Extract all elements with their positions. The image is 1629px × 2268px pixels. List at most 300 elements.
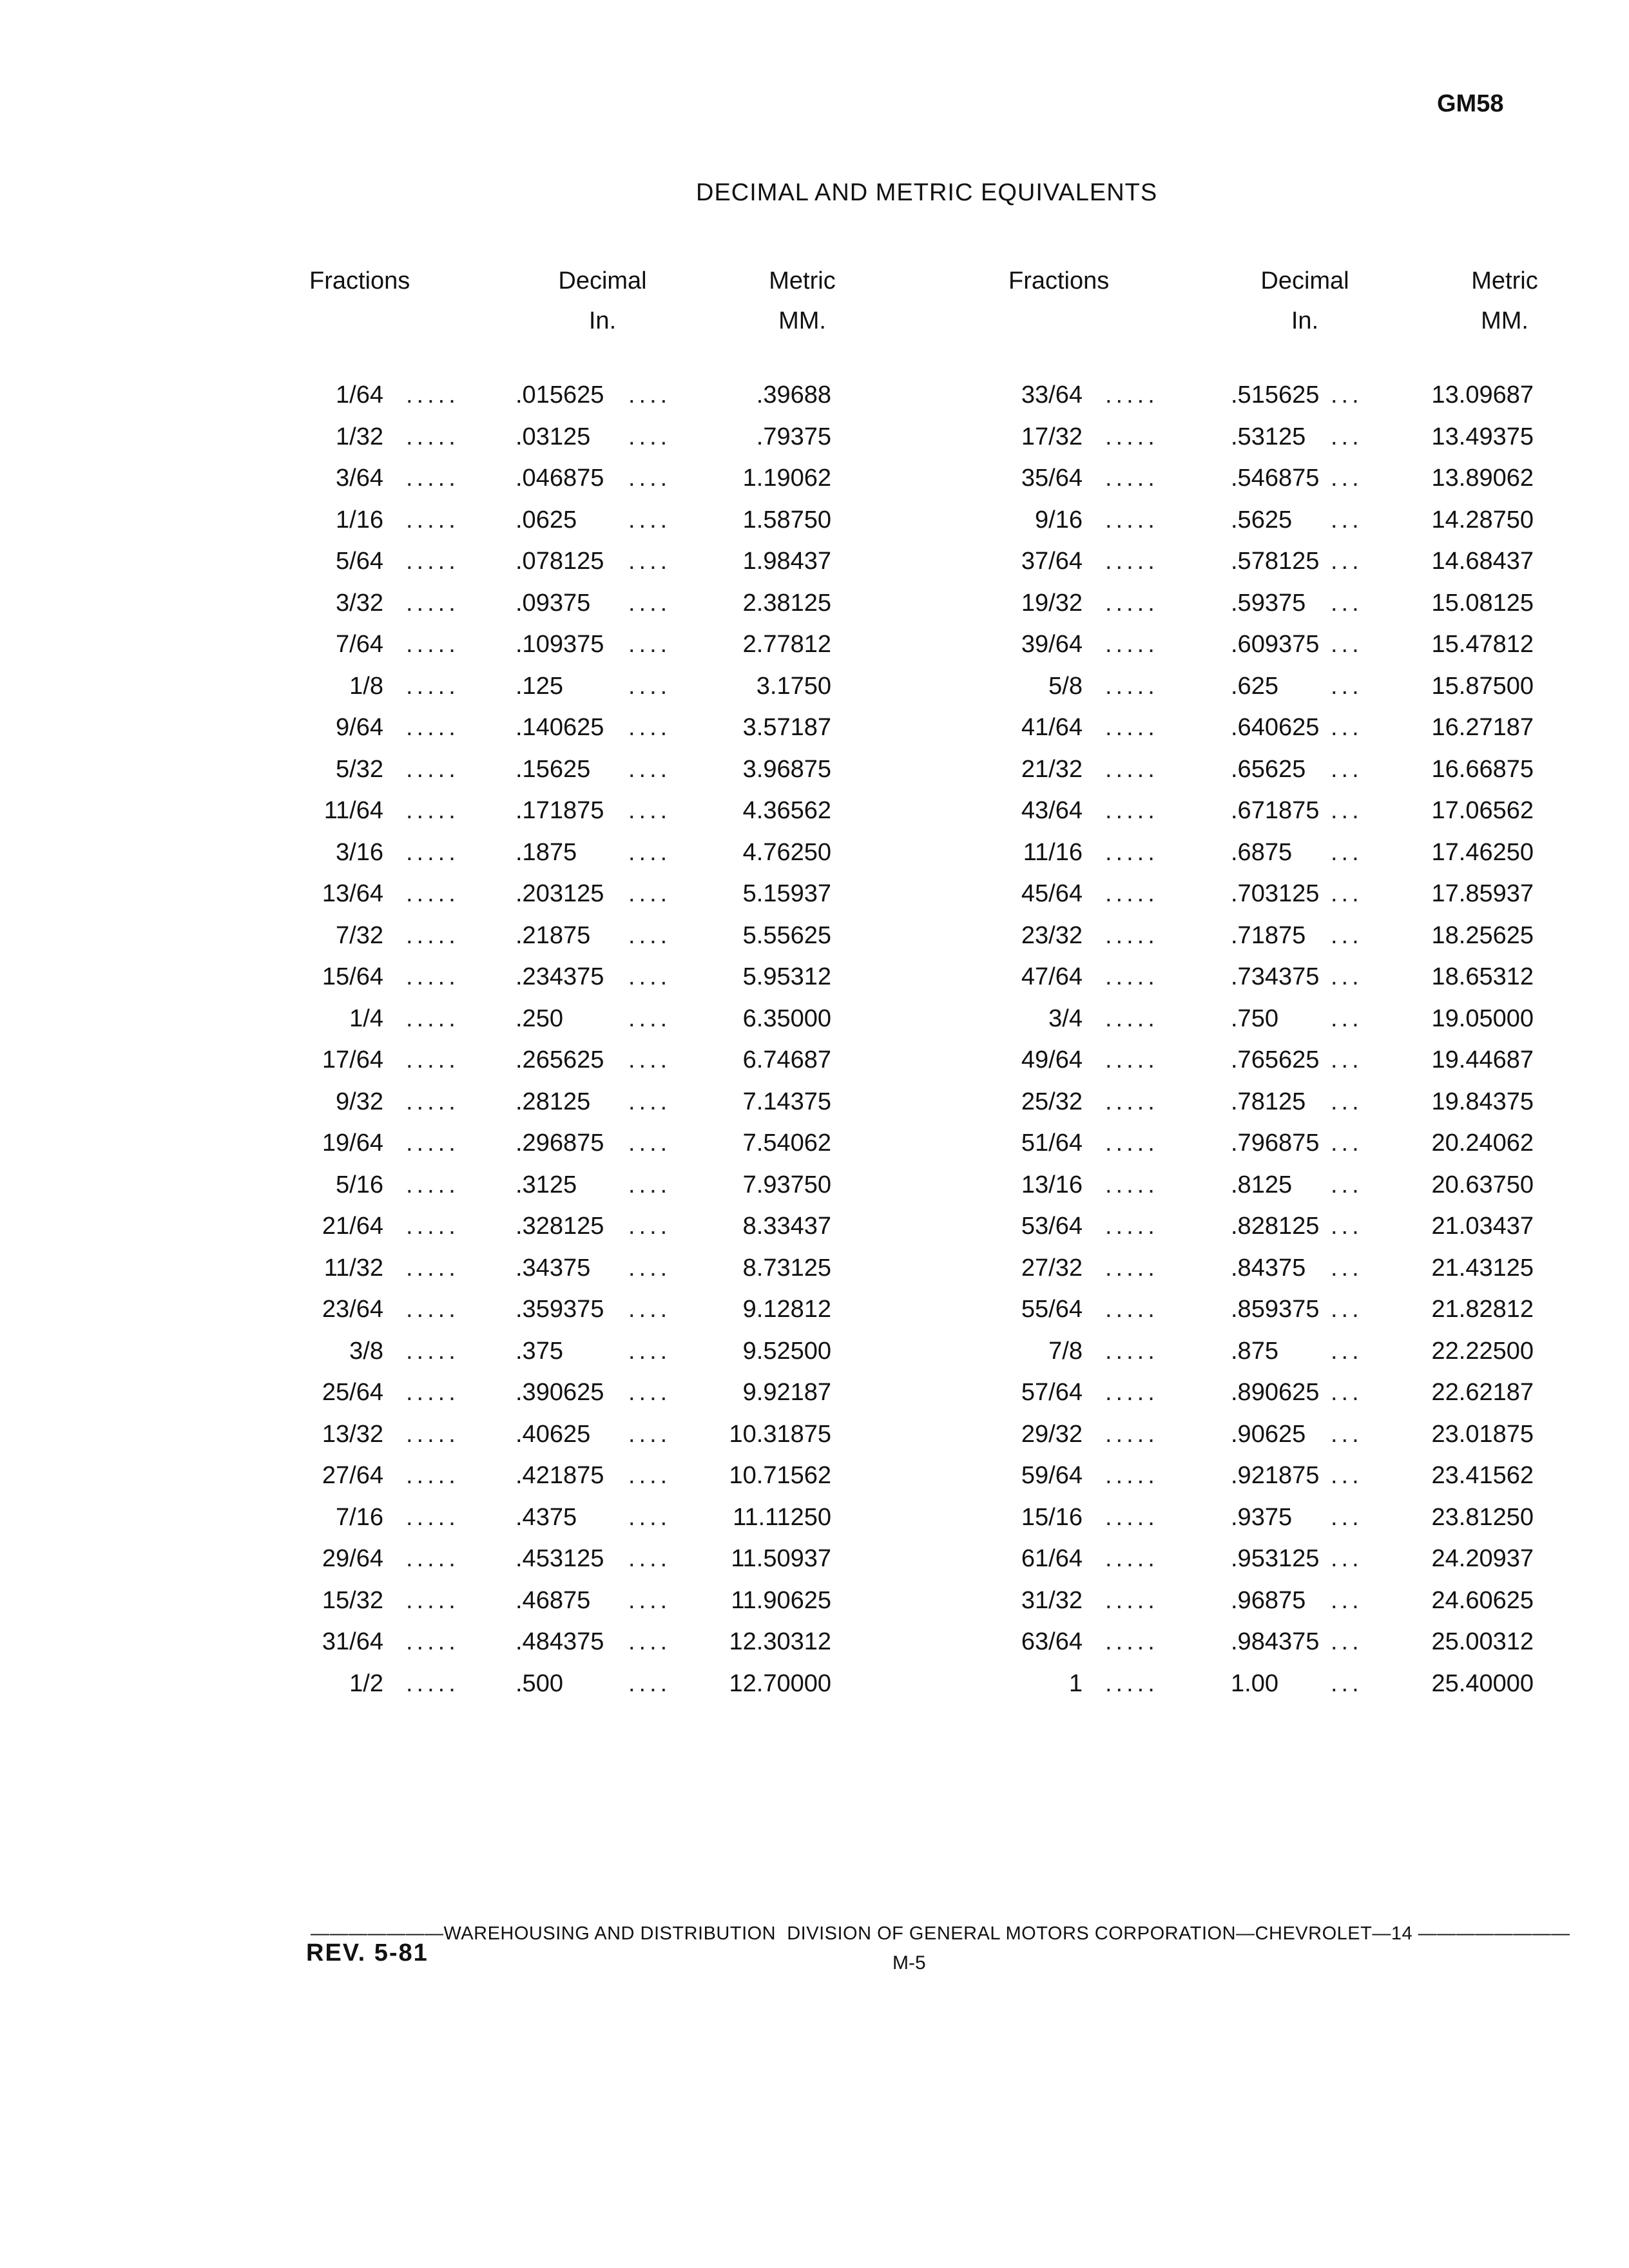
fraction-cell: 15/16 [1021,1503,1083,1531]
leader-dots: ..... [1105,755,1159,783]
fraction-cell: 13/32 [322,1420,383,1448]
decimal-cell: .203125 [516,880,604,907]
leader-dots: ... [1331,1462,1363,1489]
fraction-cell: 55/64 [1021,1296,1083,1323]
leader-dots: .... [628,1004,671,1032]
leader-dots: ..... [1105,1669,1159,1697]
decimal-cell: .828125 [1231,1213,1320,1240]
leader-dots: ..... [406,1171,459,1198]
table-row [0,590,1629,631]
decimal-cell: .1875 [516,838,577,866]
leader-dots: ... [1331,838,1363,866]
leader-dots: ... [1331,589,1363,617]
decimal-cell: .890625 [1231,1379,1320,1406]
table-row [0,465,1629,506]
metric-cell: .79375 [756,423,831,450]
decimal-cell: .671875 [1231,797,1320,824]
leader-dots: .... [628,1337,671,1365]
leader-dots: ..... [1105,1046,1159,1073]
decimal-cell: .65625 [1231,755,1306,783]
decimal-cell: .8125 [1231,1171,1293,1198]
metric-cell: 5.55625 [742,921,831,949]
leader-dots: ..... [406,1379,459,1406]
table-row [0,714,1629,756]
fraction-cell: 13/64 [322,880,383,907]
leader-dots: ..... [406,1628,459,1655]
metric-cell: 9.12812 [742,1296,831,1323]
decimal-cell: .34375 [516,1254,591,1282]
fraction-cell: 57/64 [1021,1379,1083,1406]
metric-cell: 13.89062 [1431,465,1534,492]
table-row [0,548,1629,590]
fraction-cell: 9/32 [336,1088,383,1115]
decimal-cell: 1.00 [1231,1669,1278,1697]
fraction-cell: 5/8 [1048,672,1083,700]
leader-dots: ..... [1105,548,1159,575]
decimal-cell: .9375 [1231,1503,1293,1531]
fraction-cell: 1 [1068,1669,1083,1697]
leader-dots: ..... [406,1586,459,1614]
decimal-cell: .0625 [516,506,577,533]
metric-cell: 3.57187 [742,714,831,741]
leader-dots: ... [1331,1213,1363,1240]
fraction-cell: 21/64 [322,1213,383,1240]
decimal-cell: .6875 [1231,838,1293,866]
leader-dots: ... [1331,548,1363,575]
decimal-cell: .453125 [516,1545,604,1572]
leader-dots: ..... [406,381,459,408]
leader-dots: ..... [406,1213,459,1240]
leader-dots: ..... [406,506,459,533]
metric-cell: 2.77812 [742,631,831,658]
leader-dots: .... [628,963,671,990]
metric-cell: 19.05000 [1431,1004,1534,1032]
leader-dots: ..... [1105,1337,1159,1365]
revision-label: REV. 5-81 [306,1939,429,1966]
fraction-cell: 29/64 [322,1545,383,1572]
fraction-cell: 7/16 [336,1503,383,1531]
fraction-cell: 33/64 [1021,381,1083,408]
decimal-cell: .640625 [1231,714,1320,741]
leader-dots: ..... [1105,880,1159,907]
metric-unit-label: MM. [778,307,826,334]
decimal-cell: .703125 [1231,880,1320,907]
metric-cell: 14.68437 [1431,548,1534,575]
metric-cell: 12.70000 [729,1669,831,1697]
fraction-cell: 45/64 [1021,880,1083,907]
metric-cell: 22.22500 [1431,1337,1534,1365]
table-row [0,1005,1629,1047]
leader-dots: ... [1331,1337,1363,1365]
leader-dots: ... [1331,1420,1363,1448]
leader-dots: ..... [406,1503,459,1531]
leader-dots: ... [1331,1379,1363,1406]
decimal-cell: .3125 [516,1171,577,1198]
leader-dots: .... [628,1129,671,1157]
fraction-cell: 21/32 [1021,755,1083,783]
leader-dots: .... [628,1046,671,1073]
metric-cell: 22.62187 [1431,1379,1534,1406]
leader-dots: ..... [1105,1213,1159,1240]
metric-cell: 6.74687 [742,1046,831,1073]
leader-dots: ..... [406,672,459,700]
table-row [0,631,1629,673]
leader-dots: ..... [1105,1545,1159,1572]
fraction-cell: 1/8 [349,672,383,700]
fraction-cell: 3/4 [1048,1004,1083,1032]
metric-cell: 17.46250 [1431,838,1534,866]
leader-dots: .... [628,1420,671,1448]
leader-dots: .... [628,880,671,907]
fraction-cell: 59/64 [1021,1462,1083,1489]
metric-cell: 4.36562 [742,797,831,824]
fractions-header-label: Fractions [1008,267,1110,294]
leader-dots: ... [1331,381,1363,408]
leader-dots: ..... [1105,1628,1159,1655]
leader-dots: ..... [406,1420,459,1448]
metric-cell: 16.27187 [1431,714,1534,741]
leader-dots: ..... [406,1337,459,1365]
leader-dots: ... [1331,714,1363,741]
metric-cell: 20.24062 [1431,1129,1534,1157]
fraction-cell: 17/64 [322,1046,383,1073]
fraction-cell: 47/64 [1021,963,1083,990]
fraction-cell: 41/64 [1021,714,1083,741]
table-row [0,1504,1629,1546]
decimal-cell: .796875 [1231,1129,1320,1157]
metric-cell: 25.40000 [1431,1669,1534,1697]
decimal-cell: .875 [1231,1337,1278,1365]
table-row [0,1462,1629,1504]
leader-dots: ..... [1105,838,1159,866]
metric-cell: 1.19062 [742,465,831,492]
fraction-cell: 1/2 [349,1669,383,1697]
leader-dots: ..... [406,1088,459,1115]
metric-cell: 13.09687 [1431,381,1534,408]
metric-cell: 21.43125 [1431,1254,1534,1282]
table-row [0,1421,1629,1463]
decimal-cell: .109375 [516,631,604,658]
leader-dots: ..... [406,1046,459,1073]
leader-dots: .... [628,838,671,866]
fraction-cell: 25/64 [322,1379,383,1406]
leader-dots: ..... [406,1004,459,1032]
right-fractions-header [1008,261,1150,301]
leader-dots: ... [1331,423,1363,450]
leader-dots: .... [628,1171,671,1198]
table-row [0,1587,1629,1629]
decimal-cell: .421875 [516,1462,604,1489]
metric-cell: 7.54062 [742,1129,831,1157]
leader-dots: ... [1331,1628,1363,1655]
leader-dots: ... [1331,963,1363,990]
leader-dots: ... [1331,1171,1363,1198]
fraction-cell: 11/32 [323,1254,383,1282]
fraction-cell: 35/64 [1021,465,1083,492]
fraction-cell: 9/64 [336,714,383,741]
decimal-cell: .765625 [1231,1046,1320,1073]
leader-dots: ..... [406,1669,459,1697]
leader-dots: ..... [406,880,459,907]
decimal-unit-label: In. [588,307,617,334]
table-row [0,1254,1629,1296]
fraction-cell: 7/8 [1048,1337,1083,1365]
leader-dots: ..... [406,1296,459,1323]
decimal-cell: .734375 [1231,963,1320,990]
leader-dots: ... [1331,465,1363,492]
leader-dots: ..... [406,963,459,990]
metric-cell: 3.1750 [756,672,831,700]
leader-dots: ... [1331,506,1363,533]
leader-dots: .... [628,548,671,575]
leader-dots: ..... [1105,506,1159,533]
fraction-cell: 13/16 [1021,1171,1083,1198]
leader-dots: ..... [406,631,459,658]
decimal-header-label: Decimal [558,267,647,294]
leader-dots: ..... [1105,381,1159,408]
leader-dots: .... [628,506,671,533]
leader-dots: ..... [1105,1254,1159,1282]
leader-dots: .... [628,1503,671,1531]
decimal-cell: .921875 [1231,1462,1320,1489]
metric-cell: 13.49375 [1431,423,1534,450]
metric-cell: 24.60625 [1431,1586,1534,1614]
table-row [0,1670,1629,1712]
fraction-cell: 3/16 [336,838,383,866]
metric-cell: 19.84375 [1431,1088,1534,1115]
leader-dots: ..... [406,838,459,866]
decimal-cell: .4375 [516,1503,577,1531]
decimal-cell: .09375 [516,589,591,617]
leader-dots: ..... [1105,1586,1159,1614]
leader-dots: ... [1331,1254,1363,1282]
leader-dots: ..... [406,423,459,450]
fraction-cell: 7/32 [336,921,383,949]
leader-dots: ... [1331,921,1363,949]
leader-dots: ..... [1105,797,1159,824]
leader-dots: .... [628,1669,671,1697]
decimal-cell: .40625 [516,1420,591,1448]
table-row [0,1129,1629,1171]
leader-dots: .... [628,1628,671,1655]
leader-dots: ..... [406,1129,459,1157]
fraction-cell: 29/32 [1021,1420,1083,1448]
metric-cell: 11.50937 [731,1545,831,1572]
right-decimal-header [1244,261,1366,341]
decimal-cell: .859375 [1231,1296,1320,1323]
table-row [0,1296,1629,1338]
decimal-cell: .046875 [516,465,604,492]
leader-dots: ..... [406,1254,459,1282]
leader-dots: ..... [406,589,459,617]
leader-dots: ..... [1105,589,1159,617]
fraction-cell: 37/64 [1021,548,1083,575]
metric-cell: 21.03437 [1431,1213,1534,1240]
metric-cell: 20.63750 [1431,1171,1534,1198]
metric-cell: 21.82812 [1431,1296,1534,1323]
leader-dots: ..... [1105,1296,1159,1323]
decimal-cell: .265625 [516,1046,604,1073]
leader-dots: ..... [1105,714,1159,741]
table-row [0,922,1629,964]
leader-dots: ... [1331,1669,1363,1697]
leader-dots: .... [628,714,671,741]
leader-dots: ..... [406,548,459,575]
leader-dots: ..... [1105,1503,1159,1531]
decimal-header-label: Decimal [1260,267,1349,294]
metric-cell: 15.87500 [1431,672,1534,700]
right-metric-header [1450,261,1559,341]
decimal-cell: .140625 [516,714,604,741]
leader-dots: .... [628,797,671,824]
metric-header-label: Metric [769,267,836,294]
fraction-cell: 11/64 [323,797,383,824]
fraction-cell: 25/32 [1021,1088,1083,1115]
fraction-cell: 39/64 [1021,631,1083,658]
leader-dots: ... [1331,755,1363,783]
table-row [0,1213,1629,1254]
fraction-cell: 27/64 [322,1462,383,1489]
table-row [0,797,1629,839]
leader-dots: ..... [406,465,459,492]
fraction-cell: 51/64 [1021,1129,1083,1157]
metric-cell: 18.65312 [1431,963,1534,990]
fraction-cell: 63/64 [1021,1628,1083,1655]
leader-dots: ..... [1105,1088,1159,1115]
decimal-cell: .46875 [516,1586,591,1614]
fraction-cell: 1/4 [349,1004,383,1032]
fraction-cell: 1/64 [336,381,383,408]
leader-dots: ..... [1105,672,1159,700]
table-row [0,506,1629,548]
leader-dots: ... [1331,1129,1363,1157]
leader-dots: .... [628,1586,671,1614]
fraction-cell: 3/64 [336,465,383,492]
conversion-table [0,381,1629,1711]
metric-cell: 4.76250 [742,838,831,866]
metric-cell: 8.73125 [742,1254,831,1282]
leader-dots: .... [628,1213,671,1240]
table-row [0,963,1629,1005]
decimal-cell: .78125 [1231,1088,1306,1115]
metric-cell: 23.81250 [1431,1503,1534,1531]
decimal-cell: .28125 [516,1088,591,1115]
metric-cell: 9.92187 [742,1379,831,1406]
table-row [0,673,1629,715]
fraction-cell: 5/32 [336,755,383,783]
metric-cell: 11.11250 [733,1503,831,1531]
metric-cell: 17.06562 [1431,797,1534,824]
metric-cell: 15.47812 [1431,631,1534,658]
leader-dots: ... [1331,1545,1363,1572]
decimal-cell: .546875 [1231,465,1320,492]
page-id: GM58 [1437,90,1504,117]
page-number: M-5 [892,1952,926,1974]
decimal-cell: .578125 [1231,548,1320,575]
decimal-cell: .71875 [1231,921,1306,949]
fraction-cell: 53/64 [1021,1213,1083,1240]
leader-dots: ..... [1105,963,1159,990]
fraction-cell: 31/32 [1021,1586,1083,1614]
left-metric-header [747,261,857,341]
decimal-cell: .296875 [516,1129,604,1157]
decimal-cell: .500 [516,1669,563,1697]
table-row [0,880,1629,922]
metric-cell: 10.31875 [729,1420,831,1448]
decimal-cell: .390625 [516,1379,604,1406]
decimal-cell: .125 [516,672,563,700]
decimal-cell: .84375 [1231,1254,1306,1282]
fraction-cell: 11/16 [1023,838,1083,866]
fraction-cell: 27/32 [1021,1254,1083,1282]
metric-cell: 16.66875 [1431,755,1534,783]
table-row [0,839,1629,881]
fraction-cell: 31/64 [322,1628,383,1655]
leader-dots: ... [1331,1503,1363,1531]
decimal-cell: .359375 [516,1296,604,1323]
decimal-cell: .609375 [1231,631,1320,658]
leader-dots: ..... [1105,423,1159,450]
metric-cell: 17.85937 [1431,880,1534,907]
metric-cell: 1.58750 [742,506,831,533]
leader-dots: .... [628,1254,671,1282]
metric-cell: 6.35000 [742,1004,831,1032]
fraction-cell: 19/32 [1021,589,1083,617]
decimal-cell: .750 [1231,1004,1278,1032]
leader-dots: ... [1331,1088,1363,1115]
fraction-cell: 1/16 [336,506,383,533]
fraction-cell: 61/64 [1021,1545,1083,1572]
metric-cell: 19.44687 [1431,1046,1534,1073]
fraction-cell: 23/64 [322,1296,383,1323]
fraction-cell: 1/32 [336,423,383,450]
leader-dots: ..... [406,1545,459,1572]
fraction-cell: 15/32 [322,1586,383,1614]
leader-dots: .... [628,589,671,617]
leader-dots: ... [1331,1586,1363,1614]
decimal-cell: .484375 [516,1628,604,1655]
table-row [0,1088,1629,1130]
footer-line: ———————WAREHOUSING AND DISTRIBUTION DIVISION OF GENERAL MOTORS CORPORATION—CHEVROLET—14 ———————— [311,1923,1570,1944]
fractions-header-label: Fractions [309,267,410,294]
decimal-cell: .59375 [1231,589,1306,617]
leader-dots: ..... [1105,1420,1159,1448]
leader-dots: .... [628,1379,671,1406]
decimal-cell: .21875 [516,921,591,949]
fraction-cell: 5/16 [336,1171,383,1198]
metric-cell: 10.71562 [729,1462,831,1489]
fraction-cell: 15/64 [322,963,383,990]
table-row [0,1628,1629,1670]
metric-cell: 3.96875 [742,755,831,783]
decimal-cell: .15625 [516,755,591,783]
decimal-cell: .03125 [516,423,591,450]
metric-cell: 1.98437 [742,548,831,575]
metric-cell: 5.15937 [742,880,831,907]
decimal-cell: .96875 [1231,1586,1306,1614]
decimal-cell: .375 [516,1337,563,1365]
metric-cell: 24.20937 [1431,1545,1534,1572]
fraction-cell: 3/32 [336,589,383,617]
left-fractions-header [309,261,451,301]
leader-dots: .... [628,672,671,700]
decimal-cell: .078125 [516,548,604,575]
decimal-cell: .984375 [1231,1628,1320,1655]
fraction-cell: 7/64 [336,631,383,658]
table-row [0,1379,1629,1421]
table-row [0,423,1629,465]
leader-dots: ..... [1105,921,1159,949]
